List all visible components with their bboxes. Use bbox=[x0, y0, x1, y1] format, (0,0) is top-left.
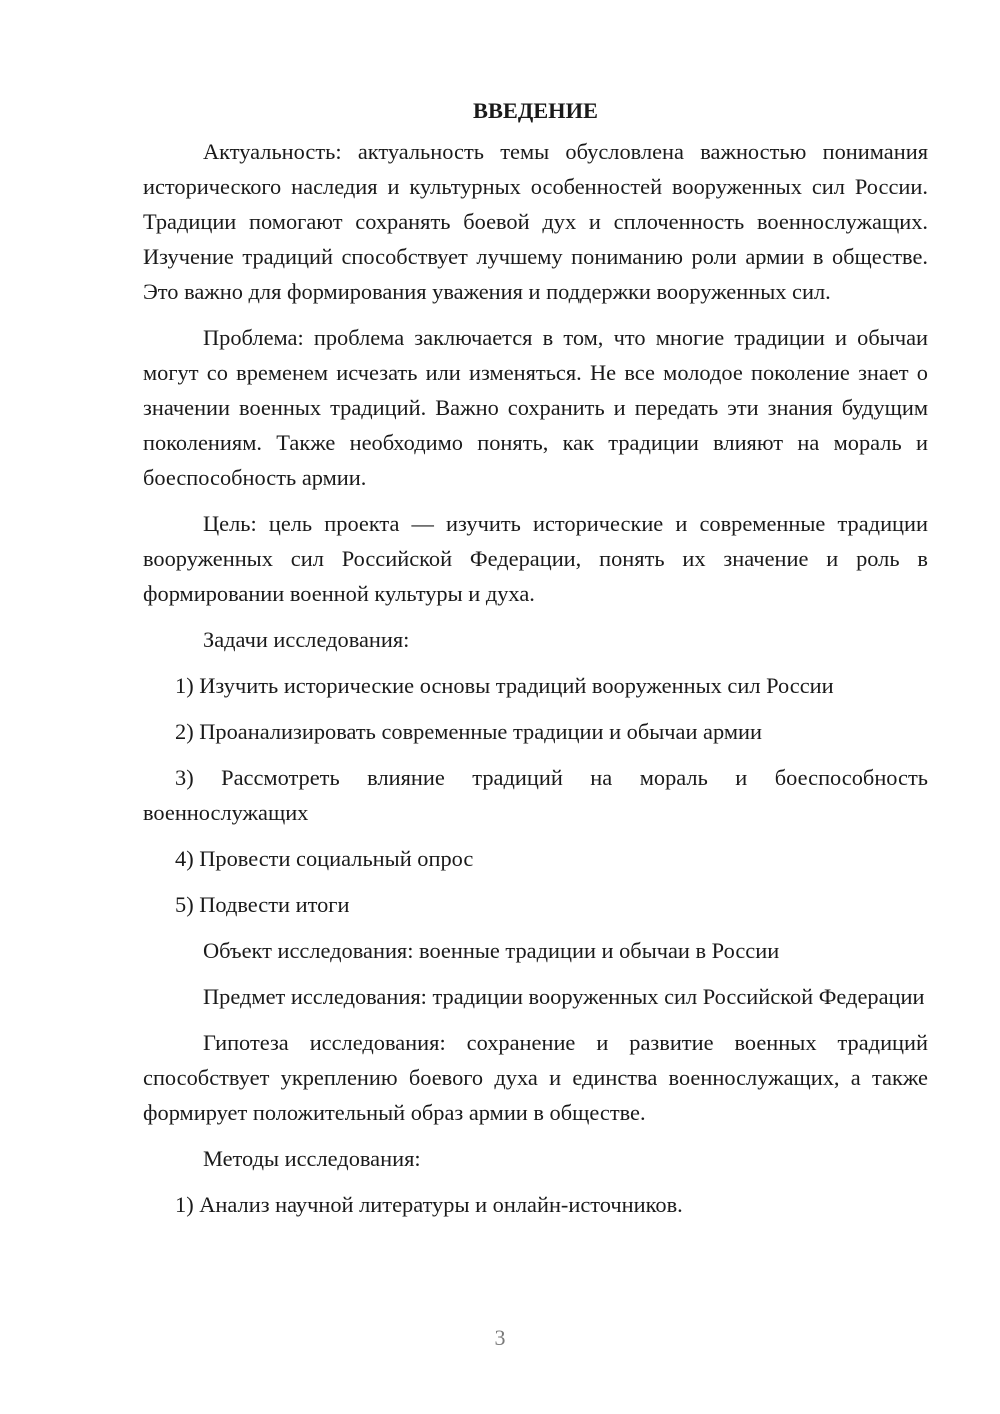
task-item: 1) Изучить исторические основы традиций вооруженных сил России bbox=[175, 673, 834, 698]
methods-heading: Методы исследования: bbox=[203, 1146, 421, 1171]
task-item: 4) Провести социальный опрос bbox=[175, 846, 474, 871]
document-page bbox=[143, 96, 928, 1233]
hypothesis-paragraph: Гипотеза исследования: сохранение и развитие военных традиций способствует укреплению боевого духа и единства военнослужащих, а также формирует положительный образ армии в обществе. bbox=[143, 1030, 928, 1125]
tasks-heading: Задачи исследования: bbox=[203, 627, 410, 652]
task-item: 5) Подвести итоги bbox=[175, 892, 350, 917]
task-item: 3) Рассмотреть влияние традиций на мораль и боеспособность военнослужащих bbox=[143, 765, 928, 825]
task-item: 2) Проанализировать современные традиции и обычаи армии bbox=[175, 719, 762, 744]
method-item: 1) Анализ научной литературы и онлайн-источников. bbox=[175, 1192, 683, 1217]
page-number: 3 bbox=[494, 1325, 506, 1350]
goal-paragraph: Цель: цель проекта — изучить исторические и современные традиции вооруженных сил Российской Федерации, понять их значение и роль в формировании военной культуры и духа. bbox=[143, 511, 928, 606]
subject-paragraph: Предмет исследования: традиции вооруженных сил Российской Федерации bbox=[203, 984, 925, 1009]
problem-paragraph: Проблема: проблема заключается в том, что многие традиции и обычаи могут со временем исчезать или изменяться. Не все молодое поколение знает о значении военных традиций. Важно сохранить и передать эти знания будущим поколениям. Также необходимо понять, как традиции влияют на мораль и боеспособность армии. bbox=[143, 325, 928, 490]
object-paragraph: Объект исследования: военные традиции и обычаи в России bbox=[203, 938, 780, 963]
section-title: ВВЕДЕНИЕ bbox=[473, 98, 598, 123]
relevance-paragraph: Актуальность: актуальность темы обусловлена важностью понимания исторического наследия и культурных особенностей вооруженных сил России. Традиции помогают сохранять боевой дух и сплоченность военнослужащих. Изучение традиций способствует лучшему пониманию роли армии в обществе. Это важно для формирования уважения и поддержки вооруженных сил. bbox=[143, 139, 928, 304]
